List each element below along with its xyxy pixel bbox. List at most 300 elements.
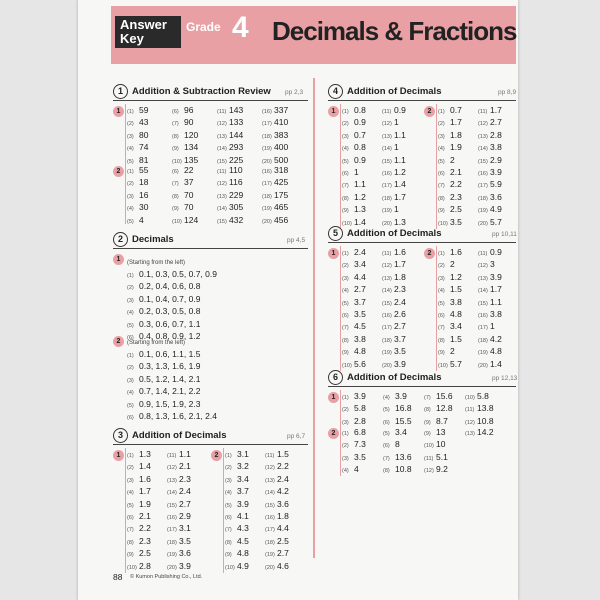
item-number: (3) bbox=[342, 455, 349, 462]
item-number: (9) bbox=[424, 431, 431, 437]
item-number: (20) bbox=[262, 158, 272, 165]
answer-value: 2.2 bbox=[139, 523, 151, 534]
item-number: (7) bbox=[438, 325, 445, 332]
item-number: (2) bbox=[438, 263, 445, 270]
answer-value: 3.5 bbox=[354, 451, 366, 462]
item-number: (8) bbox=[438, 195, 445, 202]
answer-value: 2.8 bbox=[354, 415, 366, 426]
page-ref: pp 6,7 bbox=[287, 433, 306, 440]
answer-item bbox=[127, 104, 148, 116]
item-number: (11) bbox=[265, 453, 275, 459]
answer-value: 43 bbox=[139, 117, 149, 128]
item-number: (1) bbox=[225, 453, 232, 459]
item-number: (4) bbox=[342, 468, 349, 475]
item-number: (10) bbox=[424, 443, 434, 450]
item-number: (20) bbox=[478, 362, 488, 369]
answer-item bbox=[217, 176, 243, 188]
answer-item bbox=[172, 176, 198, 188]
answer-item bbox=[127, 473, 151, 485]
answer-item bbox=[438, 320, 462, 332]
item-number: (4) bbox=[127, 390, 134, 397]
answer-item bbox=[225, 485, 249, 497]
item-number: (16) bbox=[478, 312, 488, 319]
item-number: (15) bbox=[382, 158, 392, 165]
item-number: (13) bbox=[478, 275, 488, 282]
item-number: (14) bbox=[265, 490, 275, 497]
item-number: (1) bbox=[127, 169, 134, 175]
answer-item bbox=[265, 448, 289, 460]
answer-value: 16.8 bbox=[395, 403, 412, 414]
answer-item bbox=[383, 438, 412, 450]
answer-item bbox=[127, 498, 151, 510]
answer-value: 4.1 bbox=[237, 510, 249, 521]
answer-item bbox=[438, 283, 462, 295]
answer-item bbox=[217, 189, 243, 201]
part-marker: 1 bbox=[113, 106, 124, 117]
part-marker: 2 bbox=[113, 166, 124, 177]
answer-value: 3.9 bbox=[394, 358, 406, 369]
answer-item bbox=[383, 402, 412, 414]
section-number: 4 bbox=[328, 84, 343, 99]
answer-value: 116 bbox=[229, 177, 243, 188]
item-number: (6) bbox=[225, 514, 232, 521]
answer-item bbox=[465, 390, 494, 402]
answer-value: 500 bbox=[274, 154, 289, 165]
answer-value: 3.7 bbox=[237, 486, 249, 497]
item-number: (19) bbox=[382, 208, 392, 215]
item-number: (6) bbox=[438, 170, 445, 177]
answer-value: 0.9 bbox=[394, 105, 406, 115]
answer-value: 2.8 bbox=[139, 560, 151, 571]
answer-item bbox=[225, 522, 249, 534]
answer-item bbox=[478, 296, 502, 308]
item-number: (8) bbox=[225, 539, 232, 546]
answer-value: 2.4 bbox=[394, 296, 406, 307]
grade-label: Grade bbox=[186, 20, 221, 34]
item-number: (11) bbox=[478, 251, 488, 257]
answer-value: 1 bbox=[394, 204, 399, 215]
answer-value: 2.5 bbox=[450, 204, 462, 215]
part-marker: 1 bbox=[328, 248, 339, 259]
answer-item bbox=[127, 547, 151, 559]
answer-item bbox=[217, 164, 243, 176]
answer-item bbox=[127, 560, 151, 572]
answer-value: 2.7 bbox=[179, 498, 191, 509]
answer-item bbox=[478, 333, 502, 345]
answer-column bbox=[127, 104, 148, 166]
answer-value: 74 bbox=[139, 142, 149, 153]
answer-item bbox=[262, 201, 288, 213]
answer-value: 1 bbox=[354, 166, 359, 177]
item-number: (7) bbox=[424, 395, 431, 401]
section-rule bbox=[328, 386, 516, 387]
answer-value: 13.8 bbox=[477, 403, 494, 414]
answer-value: 1.7 bbox=[394, 259, 406, 270]
answer-item bbox=[478, 116, 502, 128]
answer-item bbox=[478, 141, 502, 153]
item-number: (4) bbox=[342, 288, 349, 295]
answer-value: 2.4 bbox=[354, 247, 366, 257]
item-number: (8) bbox=[438, 337, 445, 344]
answer-item bbox=[127, 348, 217, 360]
item-number: (6) bbox=[342, 312, 349, 319]
answer-value: 1.5 bbox=[450, 333, 462, 344]
answer-item bbox=[424, 390, 453, 402]
answer-value: 3.6 bbox=[179, 548, 191, 559]
answer-item bbox=[438, 116, 462, 128]
answer-item bbox=[342, 166, 366, 178]
answer-item bbox=[127, 535, 151, 547]
item-number: (9) bbox=[172, 146, 179, 153]
answer-value: 4.4 bbox=[354, 271, 366, 282]
answer-value: 3.5 bbox=[354, 308, 366, 319]
answer-item bbox=[478, 308, 502, 320]
answer-value: 4.8 bbox=[237, 548, 249, 559]
answer-value: 2.1 bbox=[179, 461, 191, 472]
answer-item bbox=[217, 201, 243, 213]
item-number: (11) bbox=[217, 109, 227, 115]
item-number: (7) bbox=[342, 183, 349, 190]
answer-value: 4.4 bbox=[277, 523, 289, 534]
page-ref: pp 2,3 bbox=[285, 89, 304, 96]
item-number: (1) bbox=[127, 273, 134, 279]
answer-item bbox=[342, 178, 366, 190]
item-number: (6) bbox=[172, 169, 179, 175]
item-number: (11) bbox=[217, 169, 227, 175]
answer-item bbox=[265, 473, 289, 485]
answer-value: 3.1 bbox=[179, 523, 191, 534]
item-number: (4) bbox=[438, 146, 445, 153]
answer-value: 22 bbox=[184, 165, 194, 175]
answer-value: 7.3 bbox=[354, 439, 366, 450]
answer-item bbox=[382, 166, 406, 178]
answer-column bbox=[465, 390, 494, 427]
answer-value: 4 bbox=[354, 464, 359, 475]
answer-value: 0.5, 1.2, 1.4, 2.1 bbox=[139, 373, 201, 384]
note-text: (Starting from the left) bbox=[127, 260, 186, 266]
answer-value: 175 bbox=[274, 189, 289, 200]
answer-value: 3.9 bbox=[179, 560, 191, 571]
item-number: (10) bbox=[465, 395, 475, 401]
page-ref: pp 10,11 bbox=[492, 231, 517, 238]
part-rule bbox=[340, 104, 341, 229]
answer-item bbox=[383, 451, 412, 463]
answer-item bbox=[382, 116, 406, 128]
answer-column bbox=[262, 164, 288, 226]
answer-item bbox=[342, 463, 366, 475]
item-number: (17) bbox=[382, 325, 392, 332]
item-number: (13) bbox=[382, 275, 392, 282]
answer-item bbox=[262, 141, 288, 153]
answer-value: 400 bbox=[274, 142, 289, 153]
answer-value: 0.1, 0.4, 0.7, 0.9 bbox=[139, 293, 201, 304]
answer-item bbox=[167, 448, 191, 460]
answer-value: 3.9 bbox=[490, 166, 502, 177]
answer-value: 70 bbox=[184, 202, 194, 213]
answer-item bbox=[262, 129, 288, 141]
answer-item bbox=[172, 104, 198, 116]
answer-item bbox=[167, 560, 191, 572]
item-number: (8) bbox=[172, 133, 179, 140]
item-number: (8) bbox=[424, 407, 431, 414]
answer-value: 1.8 bbox=[394, 271, 406, 282]
section-title: Addition of Decimals bbox=[347, 86, 442, 98]
item-number: (6) bbox=[127, 414, 134, 421]
item-number: (8) bbox=[342, 195, 349, 202]
item-number: (20) bbox=[265, 564, 275, 571]
item-number: (15) bbox=[167, 502, 177, 509]
answer-value: 4 bbox=[139, 214, 144, 225]
answer-item bbox=[342, 345, 366, 357]
answer-item bbox=[465, 402, 494, 414]
answer-item bbox=[342, 191, 366, 203]
answer-item bbox=[342, 116, 366, 128]
answer-value: 5.8 bbox=[354, 403, 366, 414]
item-number: (9) bbox=[127, 552, 134, 559]
item-number: (7) bbox=[127, 527, 134, 534]
answer-item bbox=[478, 271, 502, 283]
answer-item bbox=[438, 271, 462, 283]
answer-item bbox=[342, 283, 366, 295]
item-number: (2) bbox=[127, 181, 134, 188]
item-number: (7) bbox=[383, 455, 390, 462]
section-number: 5 bbox=[328, 226, 343, 241]
answer-item bbox=[225, 560, 249, 572]
answer-item bbox=[127, 280, 217, 292]
section-number: 2 bbox=[113, 232, 128, 247]
answer-item bbox=[478, 320, 502, 332]
answer-column bbox=[265, 448, 289, 572]
part-marker: 2 bbox=[328, 428, 339, 439]
answer-value: 1.1 bbox=[179, 449, 191, 459]
answer-item bbox=[127, 410, 217, 422]
answer-value: 3.5 bbox=[179, 535, 191, 546]
answer-value: 37 bbox=[184, 177, 194, 188]
answer-value: 425 bbox=[274, 177, 289, 188]
answer-item bbox=[438, 246, 462, 258]
answer-value: 55 bbox=[139, 165, 149, 175]
answer-list bbox=[127, 338, 217, 422]
answer-value: 133 bbox=[229, 117, 244, 128]
section-rule bbox=[113, 248, 308, 249]
answer-column bbox=[478, 246, 502, 370]
answer-item bbox=[127, 385, 217, 397]
part-rule bbox=[125, 104, 126, 164]
answer-item bbox=[172, 141, 198, 153]
answer-value: 12.8 bbox=[436, 403, 453, 414]
answer-item bbox=[265, 460, 289, 472]
answer-value: 120 bbox=[184, 129, 199, 140]
answer-value: 2.3 bbox=[139, 535, 151, 546]
answer-value: 110 bbox=[229, 165, 243, 175]
item-number: (18) bbox=[262, 133, 272, 140]
item-number: (15) bbox=[478, 300, 488, 307]
item-number: (6) bbox=[383, 443, 390, 450]
answer-item bbox=[172, 116, 198, 128]
answer-item bbox=[342, 438, 366, 450]
part-marker: 2 bbox=[211, 450, 222, 461]
answer-item bbox=[382, 246, 406, 258]
answer-item bbox=[382, 283, 406, 295]
answer-value: 0.8, 1.3, 1.6, 2.1, 2.4 bbox=[139, 410, 217, 421]
answer-value: 0.9, 1.5, 1.9, 2.3 bbox=[139, 398, 201, 409]
item-number: (13) bbox=[465, 431, 475, 437]
answer-value: 1.7 bbox=[394, 191, 406, 202]
answer-item bbox=[342, 451, 366, 463]
item-number: (5) bbox=[127, 502, 134, 509]
answer-item bbox=[438, 178, 462, 190]
item-number: (8) bbox=[127, 539, 134, 546]
item-number: (1) bbox=[342, 109, 349, 115]
answer-value: 1.2 bbox=[394, 166, 406, 177]
answer-item bbox=[342, 426, 366, 438]
item-number: (13) bbox=[265, 477, 275, 484]
answer-value: 2.4 bbox=[277, 473, 289, 484]
item-number: (17) bbox=[478, 325, 488, 332]
item-number: (6) bbox=[342, 170, 349, 177]
item-number: (10) bbox=[127, 564, 137, 571]
answer-value: 3.8 bbox=[490, 308, 502, 319]
answer-value: 3.4 bbox=[450, 321, 462, 332]
section-number: 3 bbox=[113, 428, 128, 443]
answer-value: 0.2, 0.3, 0.5, 0.8 bbox=[139, 306, 201, 317]
answer-item bbox=[342, 333, 366, 345]
answer-item bbox=[438, 166, 462, 178]
answer-item bbox=[478, 203, 502, 215]
answer-value: 0.8 bbox=[354, 142, 366, 153]
answer-item bbox=[424, 438, 448, 450]
answer-value: 410 bbox=[274, 117, 289, 128]
answer-item bbox=[225, 473, 249, 485]
section-rule bbox=[113, 100, 308, 101]
answer-item bbox=[478, 129, 502, 141]
page-title: Decimals & Fractions bbox=[272, 16, 517, 46]
answer-value: 8 bbox=[395, 439, 400, 450]
answer-item bbox=[225, 448, 249, 460]
item-number: (10) bbox=[225, 564, 235, 571]
item-number: (12) bbox=[167, 465, 177, 472]
answer-value: 293 bbox=[229, 142, 244, 153]
item-number: (4) bbox=[127, 490, 134, 497]
answer-value: 432 bbox=[229, 214, 244, 225]
answer-item bbox=[127, 141, 148, 153]
answer-value: 1.9 bbox=[139, 498, 151, 509]
answer-item bbox=[383, 426, 412, 438]
answer-column bbox=[382, 104, 406, 228]
part-marker: 2 bbox=[424, 106, 435, 117]
item-number: (16) bbox=[382, 170, 392, 177]
answer-column bbox=[465, 426, 494, 438]
answer-value: 1.5 bbox=[277, 449, 289, 459]
item-number: (2) bbox=[438, 121, 445, 128]
part-marker: 1 bbox=[113, 450, 124, 461]
answer-value: 3.8 bbox=[354, 333, 366, 344]
answer-value: 81 bbox=[139, 154, 149, 165]
answer-value: 4.3 bbox=[237, 523, 249, 534]
item-number: (9) bbox=[342, 350, 349, 357]
answer-item bbox=[478, 166, 502, 178]
section-number: 6 bbox=[328, 370, 343, 385]
answer-item bbox=[262, 189, 288, 201]
answer-value: 337 bbox=[274, 105, 289, 115]
answer-value: 1 bbox=[394, 142, 399, 153]
item-number: (12) bbox=[217, 181, 227, 188]
answer-item bbox=[342, 308, 366, 320]
answer-value: 3.6 bbox=[277, 498, 289, 509]
answer-value: 383 bbox=[274, 129, 289, 140]
answer-value: 305 bbox=[229, 202, 244, 213]
item-number: (19) bbox=[167, 552, 177, 559]
item-number: (18) bbox=[265, 539, 275, 546]
item-number: (2) bbox=[342, 407, 349, 414]
item-number: (6) bbox=[172, 109, 179, 115]
answer-value: 0.3, 0.6, 0.7, 1.1 bbox=[139, 318, 201, 329]
answer-item bbox=[262, 116, 288, 128]
answer-value: 2.1 bbox=[139, 510, 151, 521]
item-number: (19) bbox=[382, 350, 392, 357]
answer-value: 2.9 bbox=[179, 510, 191, 521]
item-number: (18) bbox=[478, 337, 488, 344]
answer-item bbox=[382, 308, 406, 320]
item-number: (13) bbox=[217, 133, 227, 140]
answer-value: 3.2 bbox=[237, 461, 249, 472]
answer-value: 229 bbox=[229, 189, 244, 200]
item-number: (8) bbox=[383, 468, 390, 475]
answer-item bbox=[127, 129, 148, 141]
answer-item bbox=[127, 305, 217, 317]
item-number: (18) bbox=[382, 337, 392, 344]
part-marker: 2 bbox=[424, 248, 435, 259]
item-number: (5) bbox=[127, 158, 134, 165]
item-number: (1) bbox=[127, 453, 134, 459]
section-rule bbox=[113, 444, 308, 445]
answer-item bbox=[382, 345, 406, 357]
answer-value: 0.1, 0.3, 0.5, 0.7, 0.9 bbox=[139, 269, 217, 279]
item-number: (3) bbox=[342, 133, 349, 140]
answer-value: 3.9 bbox=[237, 498, 249, 509]
answer-value: 135 bbox=[184, 154, 199, 165]
item-number: (9) bbox=[438, 350, 445, 357]
item-number: (17) bbox=[265, 527, 275, 534]
item-number: (18) bbox=[262, 193, 272, 200]
answer-value: 1.3 bbox=[394, 216, 406, 227]
answer-value: 13.6 bbox=[395, 451, 412, 462]
answer-column bbox=[172, 164, 198, 226]
answer-column bbox=[127, 448, 151, 572]
answer-item bbox=[478, 358, 502, 370]
item-number: (2) bbox=[127, 365, 134, 372]
answer-value: 1.7 bbox=[450, 117, 462, 128]
section-title: Decimals bbox=[132, 234, 174, 246]
item-number: (14) bbox=[382, 146, 392, 153]
item-number: (5) bbox=[383, 407, 390, 414]
item-number: (10) bbox=[438, 220, 448, 227]
answer-value: 3.9 bbox=[354, 391, 366, 401]
part-rule bbox=[340, 426, 341, 476]
item-number: (8) bbox=[172, 193, 179, 200]
answer-value: 318 bbox=[274, 165, 289, 175]
answer-value: 2.2 bbox=[277, 461, 289, 472]
item-number: (6) bbox=[127, 514, 134, 521]
item-number: (2) bbox=[342, 121, 349, 128]
answer-value: 2.5 bbox=[139, 548, 151, 559]
answer-item bbox=[262, 176, 288, 188]
answer-value: 2 bbox=[450, 259, 455, 270]
answer-value: 10 bbox=[436, 439, 446, 450]
answer-value: 1.7 bbox=[490, 105, 502, 115]
answer-item bbox=[438, 345, 462, 357]
item-number: (13) bbox=[478, 133, 488, 140]
